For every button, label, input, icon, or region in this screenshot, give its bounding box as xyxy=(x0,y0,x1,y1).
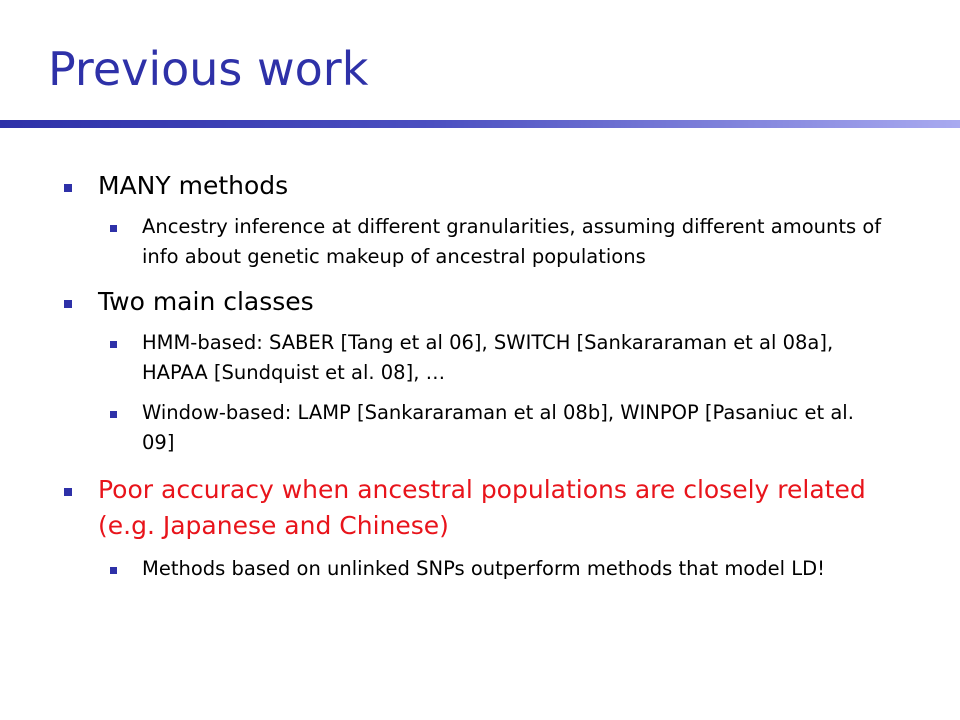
square-bullet-icon xyxy=(64,488,72,496)
sub-bullet-unlinked-snps xyxy=(110,554,890,614)
square-bullet-icon xyxy=(110,567,117,574)
bullet-text: MANY methods xyxy=(98,171,289,200)
bullet-many-methods xyxy=(64,168,884,204)
title-underline xyxy=(0,120,960,128)
bullet-text: Two main classes xyxy=(98,287,314,316)
sub-bullet-text: Ancestry inference at different granularities, assuming different amounts of info about genetic makeup of ancestral populations xyxy=(142,215,882,268)
sub-bullet-text: HMM-based: SABER [Tang et al 06], SWITCH [Sankararaman et al 08a], HAPAA [Sundquist et al. 08], … xyxy=(142,331,834,384)
square-bullet-icon xyxy=(64,184,72,192)
square-bullet-icon xyxy=(110,225,117,232)
bullet-poor-accuracy xyxy=(64,472,884,544)
sub-bullet-text: Methods based on unlinked SNPs outperform methods that model LD! xyxy=(142,557,825,580)
sub-bullet-hmm-based xyxy=(110,328,890,388)
sub-bullet-text: Window-based: LAMP [Sankararaman et al 08b], WINPOP [Pasaniuc et al. 09] xyxy=(142,401,854,454)
sub-bullet-granularities xyxy=(110,212,890,272)
square-bullet-icon xyxy=(110,341,117,348)
slide-title: Previous work xyxy=(48,42,369,96)
bullet-two-main-classes xyxy=(64,284,884,320)
bullet-text: Poor accuracy when ancestral populations are closely related (e.g. Japanese and Chinese) xyxy=(98,475,866,540)
square-bullet-icon xyxy=(110,411,117,418)
sub-bullet-window-based xyxy=(110,398,890,458)
square-bullet-icon xyxy=(64,300,72,308)
